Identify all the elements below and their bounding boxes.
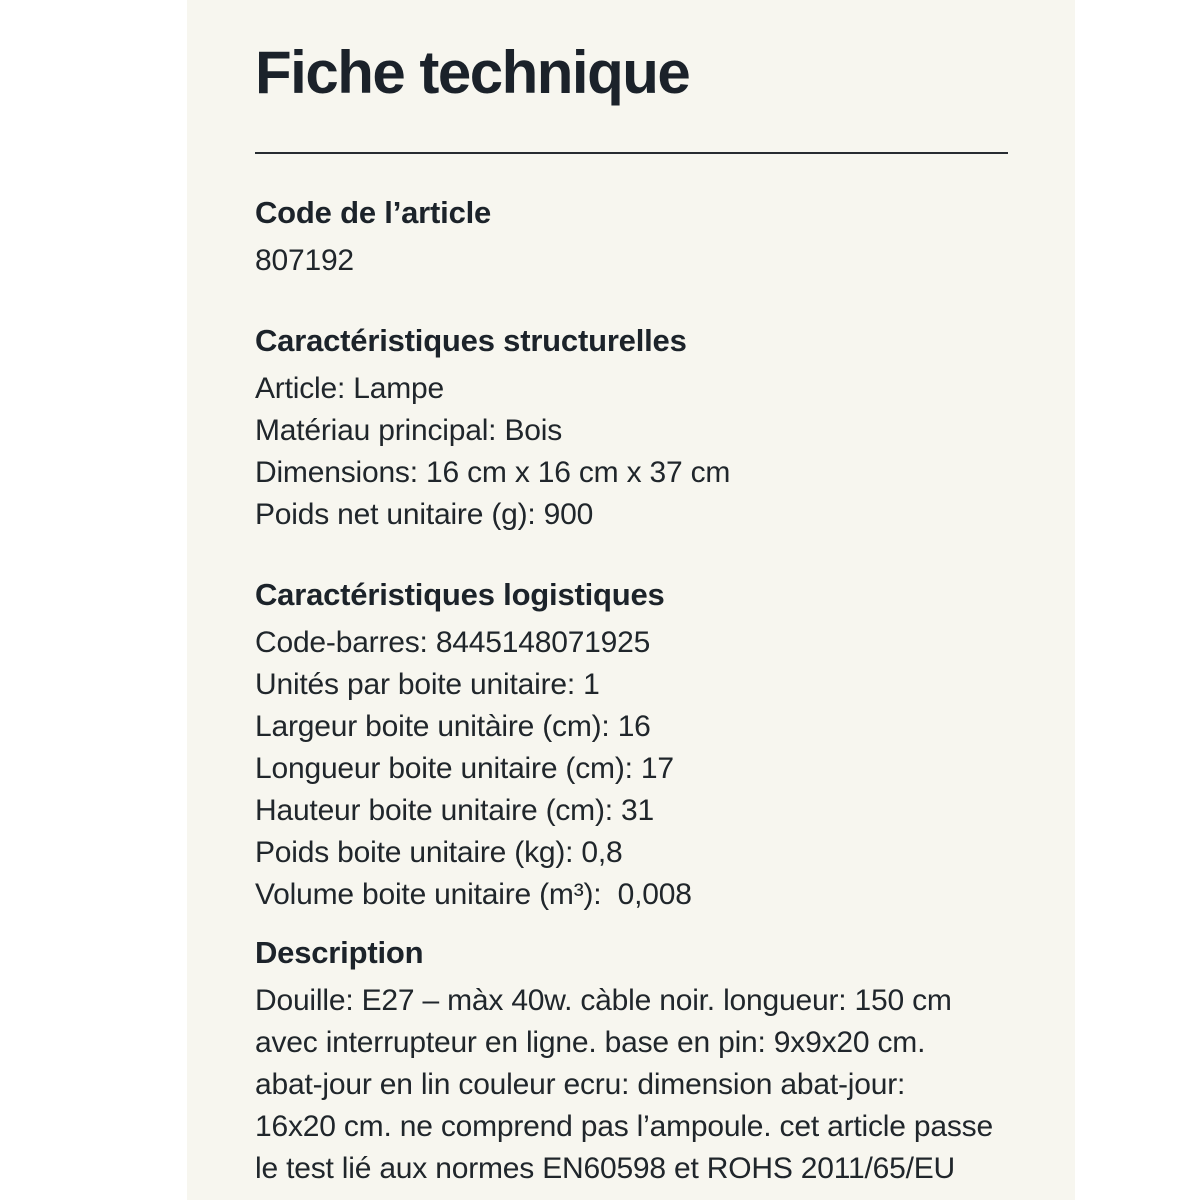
section-code-article [255, 192, 1045, 282]
description-line-3: abat-jour en lin couleur ecru: dimension abat-jour: [255, 1068, 906, 1101]
spec-poids-net-unitaire: Poids net unitaire (g): 900 [255, 498, 594, 531]
spec-dimensions: Dimensions: 16 cm x 16 cm x 37 cm [255, 456, 731, 489]
spec-hauteur-boite: Hauteur boite unitaire (cm): 31 [255, 794, 654, 827]
spec-longueur-boite: Longueur boite unitaire (cm): 17 [255, 752, 674, 785]
spec-largeur-boite: Largeur boite unitàire (cm): 16 [255, 710, 651, 743]
article-code-value: 807192 [255, 244, 354, 277]
spec-code-barres: Code-barres: 8445148071925 [255, 626, 651, 659]
spec-volume-boite: Volume boite unitaire (m³): 0,008 [255, 878, 692, 911]
section-heading-logistiques: Caractéristiques logistiques [255, 577, 665, 612]
section-description [255, 932, 1045, 1190]
spec-unites-par-boite: Unités par boite unitaire: 1 [255, 668, 600, 701]
page-title: Fiche technique [255, 39, 690, 106]
section-heading-structurelles: Caractéristiques structurelles [255, 323, 687, 358]
section-heading-code-article: Code de l’article [255, 195, 492, 230]
spec-article: Article: Lampe [255, 372, 444, 405]
section-caracteristiques-structurelles [255, 320, 1045, 536]
divider-line [255, 152, 1008, 154]
spec-poids-boite: Poids boite unitaire (kg): 0,8 [255, 836, 623, 869]
section-caracteristiques-logistiques [255, 574, 1045, 916]
description-line-4: 16x20 cm. ne comprend pas l’ampoule. cet article passe [255, 1110, 993, 1143]
document-page [187, 0, 1075, 1200]
description-line-5: le test lié aux normes EN60598 et ROHS 2011/65/EU [255, 1152, 956, 1185]
spec-materiau-principal: Matériau principal: Bois [255, 414, 563, 447]
section-heading-description: Description [255, 935, 424, 970]
description-line-2: avec interrupteur en ligne. base en pin: 9x9x20 cm. [255, 1026, 926, 1059]
document-content [187, 0, 1045, 1190]
description-line-1: Douille: E27 – màx 40w. càble noir. longueur: 150 cm [255, 984, 952, 1017]
